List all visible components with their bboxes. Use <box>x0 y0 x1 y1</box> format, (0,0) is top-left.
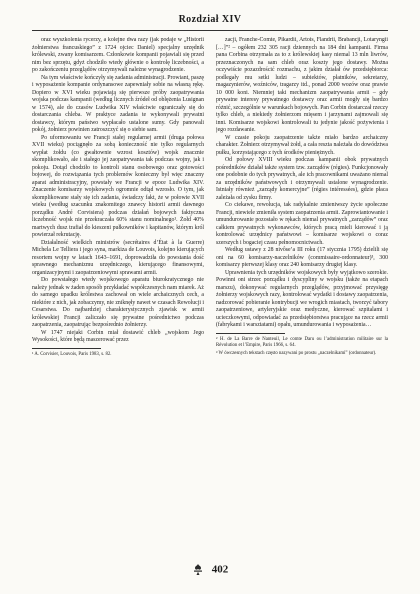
paragraph: Co ciekawe, rewolucja, tak radykalnie zmieniwszy życie społeczne Francji, niewiele zmieniła system zaopatrzenia armii. Zaprowiantowanie i umundurowanie pozostało w rękach niemal prywatnych „zarządów” oraz całkiem prywatnych wykonawców, których pracą mieli kierować i ją kontrolować urzędnicy państwowi – komisarze wojskowi o coraz szerszych i bogaciej czasu pełnomocnictwach. <box>216 202 388 246</box>
page-footer <box>0 560 420 586</box>
paragraph: Do powstałego wtedy wojskowego aparatu biurokratycznego nie należy jednak w żaden sposób przykładać współczesnych nam miarek. Aż do samego upadku królestwa zachował on wiele archaicznych cech, a niektóre z nich, jak zobaczymy, nie zniknęły nawet w czasach Rewolucji i Cesarstwa. Do najbardziej charakterystycznych zjawisk w armii królewskiej Francji zaliczało się prywatne pośrednictwo podczas zaopatrzenia, zaopatrując bezpośrednio żołnierzy. <box>32 277 204 328</box>
paragraph: Według ustawy z 28 nivôse’a III roku (17 stycznia 1795) dzielili się oni na 60 komisarzy-naczelników (commissaire-ordonnateur)³, 300 komisarzy pierwszej klasy oraz 240 komisarzy drugiej klasy. <box>216 247 388 268</box>
running-header: Rozdział XIV <box>178 14 242 25</box>
header-rule <box>32 30 388 31</box>
paragraph: W czasie pokoju zaopatrzenie także miało bardzo archaiczny charakter. Żołnierz otrzymywał żołd, a cała reszta należała do dowództwa pułku, korzystającego z tych środków pieniężnych. <box>216 134 388 156</box>
paragraph: W 1747 niejaki Corbin miał dostawić chleb „wojskom Jego Wysokości, które będą maszerować przez <box>32 329 204 343</box>
right-column <box>216 37 388 562</box>
footnote-rule <box>216 333 285 334</box>
footnote: ¹ A. Corvisier, Louvois, Paris 1983, s. 82. <box>32 351 112 357</box>
footnote: ² H. de La Barre de Nanteuil, Le comte Daru ou l’administration militaire sur la Révolution et l’Empire, Paris 1966, s. 64. <box>216 336 388 348</box>
paragraph: Od połowy XVIII wieku podczas kampanii obok prywatnych pośredników działał także system tzw. zarządów (régies). Funkcjonowały one podobnie do tych prywatnych, ale ich pracownikami uważano niemal za urzędników państwowych i otrzymywali ustalone wynagrodzenie. Istniały również „zarządy komercyjne” (régies intéressées), gdzie płaca zależała od zysku firmy. <box>216 157 388 201</box>
text-columns <box>32 37 388 562</box>
paragraph: Działalność wielkich ministrów (secrétaires d’État à la Guerre) Michela Le Telliera i jego syna, markiza de Louvois, kolejno kierujących resortem wojny w latach 1643–1691, doprowadziła do powstania dość sprawnego mechanizmu urzędniczego, kierującego finansowymi, organizacyjnymi i zaopatrzeniowymi sprawami armii. <box>32 239 204 276</box>
left-column <box>32 37 204 562</box>
fleur-ornament-icon <box>192 564 204 575</box>
paragraph: Uprawnienia tych urzędników wojskowych były wyjątkowo szerokie. Powinni oni strzec porządku i dyscypliny w wojsku (także na etapach marszu), dokonywać regularnych przeglądów, przyjmować przysięgę żołnierzy wojskowych razy, kontrolować wydatki i dostawy zaopatrzenia, nadzorować pobieranie kontrybucji we wrogich miastach, tworzyć tabory zaopatrzeniowe, artyleryjskie oraz medyczne, kierować szpitalami i ucieczkowymi, odpowiadać za przedsiębiorstwa pracujące na rzecz armii (fabrykami i warsztatami) opału, umundurowania i wyposażenia… <box>216 269 388 328</box>
paragraph: Po uformowaniu we Francji stałej regularnej armii (druga połowa XVII wieku) pociągnęło za sobą konieczność nie tylko regularnych wypłat żołdu (co gwałtownie wzrost kosztów) wojsk znacznie skomplikowało, ale i stałego jej zaopatrywania tak podczas wojny, jak i pokoju. Dotąd chodziło to kontroli stanu osobowego oraz gotowości bojowej, do rozwiązania tych problemów konieczny był więc znaczny aparat administracyjny, powstały we Francji w epoce Ludwika XIV. Znaczenie komisarzy wojskowych ogromnie odtąd wzrosło. O tym, jak skomplikowane stały się ich zadania, świadczy fakt, że w połowie XVII wieku (według szacunku znakomitego znawcy historii armii dawnego porządku André Corvisiera) podczas działań bojowych faktyczna liczebność wojsk nie przekraczała 60% stanu nominalnego¹. Żołd 40% martwych dusz trafiał do kieszeni pułkowników i kapitanów, którym król powierzał rekrutację. <box>32 134 204 238</box>
page-number: 402 <box>211 563 229 576</box>
footnote: ³ W ówczesnych tekstach często nazywani po prostu „naczelnikami” (ordonnateur). <box>216 350 377 356</box>
footnote-rule <box>32 348 101 349</box>
paragraph: zacji, Franche-Comte, Pikardii, Artois, Flandrii, Brabancji, Lotaryngii […]”² – ogółem 232 305 racji dziennych na 184 dni kampanii. Firma pana Corbina otrzymała za to z królewskiej kasy niemal 13 mln liwrów, przeznaczonych na sam chleb oraz koszty jego dostawy. Można oczywiście pozazdrościć rozmachu, z jakim działał ów przedsiębiorca: podlegały mu setki ludzi – subiektów, płatników, sekretarzy, magazynierów, woźniców, tragarzy itd., ponad 2000 wozów oraz prawie 10 000 koni. Niemniej taki mechanizm zaopatrywania armii – gdy prywatne interesy prywatnego dostawcy oraz armii mogły się bardzo różnić, szczególnie w warunkach bojowych. Pan Corbin dostarczał rzeczy tylko chleb, a niekiedy żołnierzom mięsem i jarzynami zajmowali się inni. Komisarze wojskowi kontrolowali tu jedynie jakość pożywienia i jego rozdawanie. <box>216 37 388 133</box>
paragraph: Na tym właściwie kończyły się zadania administracji. Prowiant, paszę i wyposażenie kompanie ordynansowe zapewniały sobie na własną rękę. Dopiero w XVI wieku pojawiają się pierwsze próby zaopatrywania wojska podczas kampanii (według licznych źródeł od oblężenia Lusignan w 1574), ale do czasów Ludwika XIV właściwie ograniczały się do dostarczania chleba. W praktyce zadania te wykonywali prywatni dostawcy, którym państwo wypłacało ustalone sumy. Gdy panowali pokój, żołnierz powinien zatroszczyć się o siebie sam. <box>32 74 204 133</box>
paragraph: oraz wyszkolenia rycerzy, a kolejne dwa razy (jak podaje w „Historii żołnierstwa francuskiego” z 1724 ojciec Daniel) specjalny urzędnik królewski, zwany komisarzem. Członkowie kompanii pojawiali się przed nim bez sprzętu, gdyż chodziło wtedy głównie o kontrolę liczebności, a po zakończeniu przeglądów otrzymywali należne wynagrodzenie. <box>32 37 204 73</box>
